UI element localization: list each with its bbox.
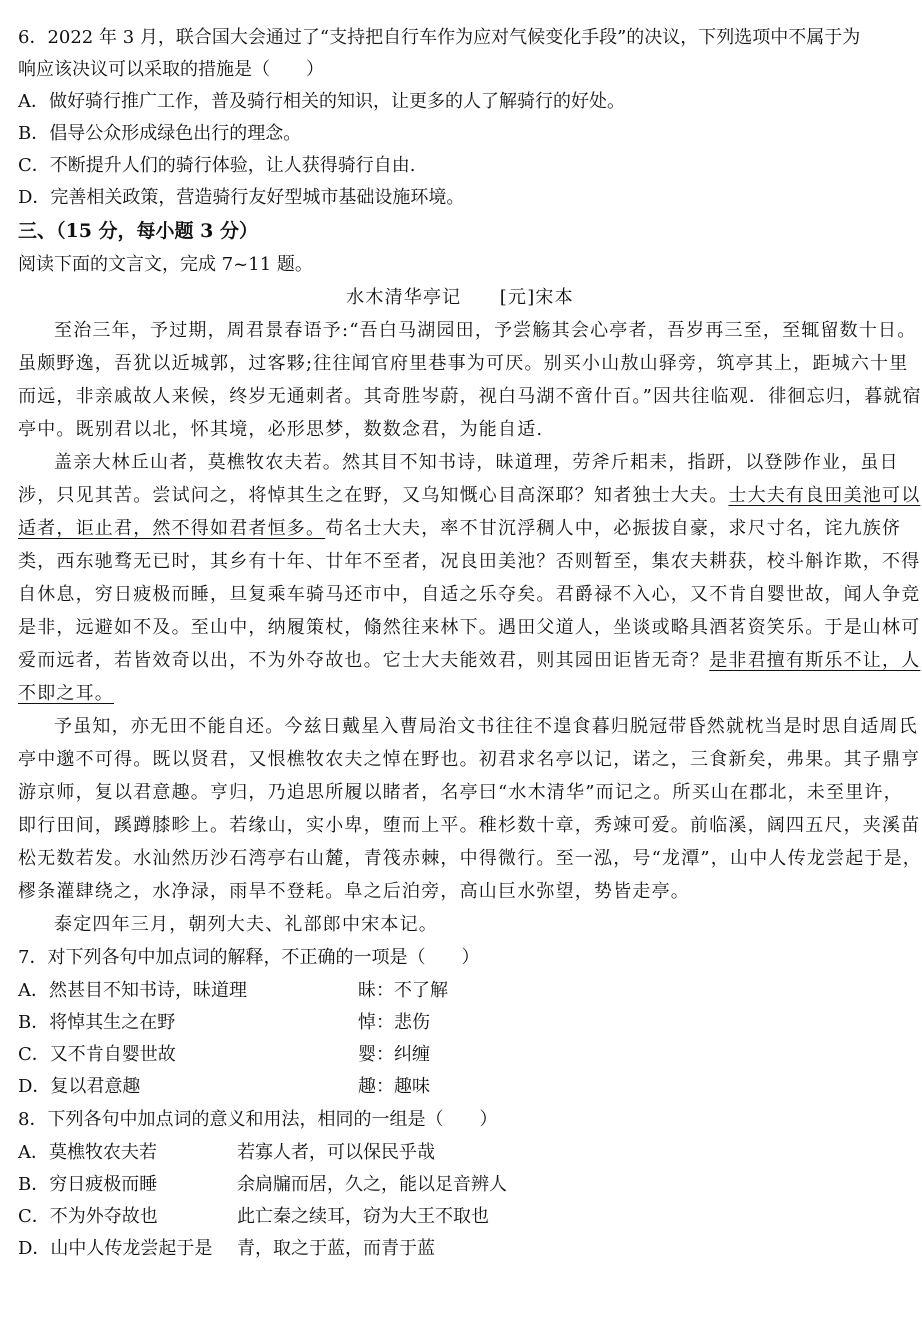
section-instruction: 阅读下面的文言文，完成 7~11 题。 <box>18 254 313 275</box>
q8-stem: 8．下列各句中加点词的意义和用法，相同的一组是（ ） <box>18 1109 498 1130</box>
passage-line: 至治三年，予过期，周君景春语予:“吾白马湖园田，予尝觞其会心亭者，吾岁再三至，至辄留数十日。 <box>54 320 917 341</box>
q7-option-sentence: D．复以君意趣 <box>18 1076 141 1097</box>
passage-line: 而远，非亲戚故人来候，终岁无通刺者。其奇胜岑蔚，视白马湖不啻什百。”因共往临观．徘徊忘归，暮就宿 <box>18 386 922 407</box>
passage-title: 水木清华亭记 [元]宋本 <box>346 287 574 308</box>
q8-option-right: 此亡秦之续耳，窃为大王不取也 <box>237 1206 489 1227</box>
passage-line: 是非，远避如不及。至山中，纳履策杖，翛然往来林下。遇田父道人，坐谈或略具酒茗资笑乐。于是山林可 <box>18 617 921 638</box>
q6-option-b: B．倡导公众形成绿色出行的理念。 <box>18 123 302 144</box>
q8-option-left: C．不为外夺故也 <box>18 1206 158 1227</box>
q6-option-d: D．完善相关政策，营造骑行友好型城市基础设施环境。 <box>18 187 465 208</box>
passage-line: 樛条灌肆绕之，水净渌，雨旱不登耗。阜之后泊旁，高山巨水弥望，势皆走亭。 <box>18 881 690 902</box>
passage-line <box>18 516 902 542</box>
passage-line: 虽颇野逸，吾犹以近城郭，过客夥;往往闻官府里巷事为可厌。别买小山敖山驿旁，筑亭其上，距城六十里 <box>18 353 909 374</box>
q6-stem-line1: 6．2022 年 3 月，联合国大会通过了“支持把自行车作为应对气候变化手段”的决议，下列选项中不属于为 <box>18 27 861 48</box>
q7-option-gloss: 趣：趣味 <box>358 1076 430 1097</box>
passage-line: 游京师，复以君意趣。亨归，乃追思所履以睹者，名亭曰“水木清华”而记之。所买山在郡北，未至里许， <box>18 782 903 803</box>
q7-option-sentence: B．将悼其生之在野 <box>18 1012 176 1033</box>
passage-text: 爱而远者，若皆效奇以出，不为外夺故也。它士大夫能效君，则其园田讵皆无奇？ <box>18 650 710 671</box>
passage-line: 自休息，穷日疲极而睡，旦复乘车骑马还市中，自适之乐夺矣。君爵禄不入心，又不肯自婴世故，闻人争竞 <box>18 584 921 605</box>
passage-line <box>18 483 921 509</box>
q6-option-a: A．做好骑行推广工作，普及骑行相关的知识，让更多的人了解骑行的好处。 <box>18 91 625 112</box>
passage-signature: 泰定四年三月，朝列大夫、礼部郎中宋本记。 <box>54 914 438 935</box>
passage-line: 松无数若发。水汕然历沙石湾亭右山麓，青筏赤棘，中得微行。至一泓，号“龙潭”，山中人传龙尝起于是， <box>18 848 922 869</box>
underlined-sentence: 是非君擅有斯乐不让，人 <box>709 650 921 671</box>
underlined-sentence: 不即之耳。 <box>18 683 114 704</box>
passage-text: 苟名士大夫，率不甘沉浮稠人中，必振拔自豪，求尺寸名，诧九族侪 <box>325 518 902 539</box>
q8-option-left: A．莫樵牧农夫若 <box>18 1142 157 1163</box>
underlined-sentence: 适者，讵止君，然不得如君者恒多。 <box>18 518 326 539</box>
passage-text: 涉，只见其苦。尝试问之，将悼其生之在野，又乌知慨心目高深耶？知者独士大夫。 <box>18 485 729 506</box>
passage-line: 予虽知，亦无田不能自还。今兹日戴星入曹局治文书往往不遑食暮归脱冠带昏然就枕当是时思自适周氏 <box>54 716 918 737</box>
q7-option-gloss: 婴：纠缠 <box>358 1044 430 1065</box>
q8-option-left: B．穷日疲极而睡 <box>18 1174 158 1195</box>
q7-option-sentence: C．又不肯自婴世故 <box>18 1044 176 1065</box>
q6-stem-line2: 响应该决议可以采取的措施是（ ） <box>18 59 324 80</box>
passage-line <box>18 681 882 707</box>
passage-line: 亭中。既别君以北，怀其境，必形思梦，数数念君，为能自适. <box>18 419 544 440</box>
passage-line: 亭中邈不可得。既以贤君，又恨樵牧农夫之悼在野也。初君求名亭以记，诺之，三食新矣，弗果。其子鼎亨 <box>18 749 921 770</box>
q6-option-c: C．不断提升人们的骑行体验，让人获得骑行自由. <box>18 155 416 176</box>
q8-option-right: 青，取之于蓝，而青于蓝 <box>237 1238 435 1259</box>
q7-option-gloss: 悼：悲伤 <box>358 1012 430 1033</box>
q8-option-right: 余扃牖而居，久之，能以足音辨人 <box>237 1174 507 1195</box>
q7-option-gloss: 昧：不了解 <box>358 980 448 1001</box>
q7-stem: 7．对下列各句中加点词的解释，不正确的一项是（ ） <box>18 947 480 968</box>
q7-option-sentence: A．然甚目不知书诗，昧道理 <box>18 980 247 1001</box>
underlined-sentence: 士大夫有良田美池可以 <box>728 485 921 506</box>
section-heading: 三、（15 分，每小题 3 分） <box>18 220 259 242</box>
q8-option-right: 若寡人者，可以保民乎哉 <box>237 1142 435 1163</box>
passage-line: 类，西东驰骛无已时，其乡有十年、廿年不至者，况良田美池？否则暂至，集农夫耕获，校斗斛诈欺，不得 <box>18 551 921 572</box>
passage-line: 即行田间，蹊蹲膝畛上。若缘山，实小卑，堕而上平。稚杉数十章，秀竦可爱。前临溪，阔四五尺，夹溪苗 <box>18 815 921 836</box>
passage-line <box>18 648 921 674</box>
passage-line: 盖亲大林丘山者，莫樵牧农夫若。然其目不知书诗，昧道理，劳斧斤耜耒，指趼，以登陟作业，虽日 <box>54 452 899 473</box>
q8-option-left: D．山中人传龙尝起于是 <box>18 1238 213 1259</box>
